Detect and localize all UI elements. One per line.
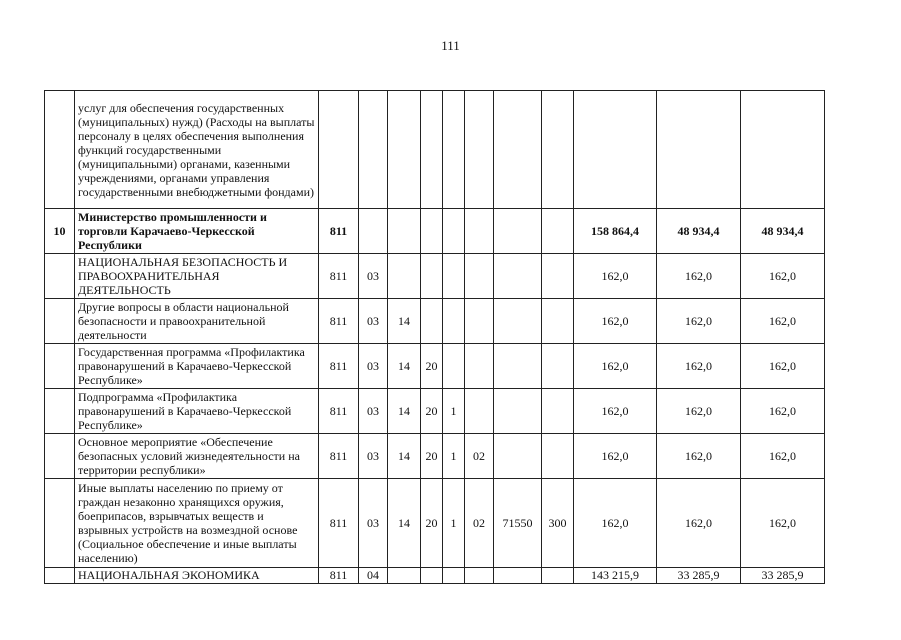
program-code-cell: 20	[421, 479, 443, 568]
section-code-cell: 03	[359, 479, 388, 568]
ministry-code-cell: 811	[319, 479, 359, 568]
amount-year1-cell: 162,0	[574, 299, 657, 344]
section-code-cell	[359, 91, 388, 209]
activity-code-cell	[465, 254, 494, 299]
subprogram-code-cell: 1	[443, 389, 465, 434]
activity-code-cell	[465, 344, 494, 389]
program-code-cell: 20	[421, 434, 443, 479]
expense-type-cell	[542, 91, 574, 209]
subsection-code-cell	[388, 254, 421, 299]
section-code-cell: 03	[359, 299, 388, 344]
expense-type-cell	[542, 389, 574, 434]
amount-year1-cell: 162,0	[574, 479, 657, 568]
activity-code-cell	[465, 389, 494, 434]
amount-year3-cell: 48 934,4	[741, 209, 825, 254]
row-number-cell	[45, 299, 75, 344]
row-number-cell	[45, 389, 75, 434]
row-name-cell: Государственная программа «Профилактика правонарушений в Карачаево-Черкесской Республике»	[75, 344, 319, 389]
subsection-code-cell	[388, 209, 421, 254]
row-name-cell: Иные выплаты населению по приему от граждан незаконно хранящихся оружия, боеприпасов, взрывчатых веществ и взрывных устройств на возмездной основе (Социальное обеспечение и иные выплаты населению)	[75, 479, 319, 568]
row-name-cell: Подпрограмма «Профилактика правонарушений в Карачаево-Черкесской Республике»	[75, 389, 319, 434]
row-number-cell	[45, 254, 75, 299]
table-row	[45, 389, 825, 434]
direction-code-cell	[494, 389, 542, 434]
row-number-cell	[45, 434, 75, 479]
amount-year3-cell: 162,0	[741, 434, 825, 479]
row-number-cell	[45, 91, 75, 209]
table-row	[45, 434, 825, 479]
direction-code-cell	[494, 568, 542, 584]
amount-year3-cell: 162,0	[741, 479, 825, 568]
activity-code-cell	[465, 209, 494, 254]
row-name-cell: НАЦИОНАЛЬНАЯ БЕЗОПАСНОСТЬ И ПРАВООХРАНИТЕЛЬНАЯ ДЕЯТЕЛЬНОСТЬ	[75, 254, 319, 299]
amount-year1-cell: 162,0	[574, 434, 657, 479]
row-number-cell: 10	[45, 209, 75, 254]
ministry-code-cell: 811	[319, 568, 359, 584]
activity-code-cell	[465, 568, 494, 584]
row-name-cell: Министерство промышленности и торговли Карачаево-Черкесской Республики	[75, 209, 319, 254]
amount-year1-cell: 162,0	[574, 344, 657, 389]
section-code-cell: 03	[359, 344, 388, 389]
program-code-cell: 20	[421, 389, 443, 434]
amount-year2-cell: 162,0	[657, 299, 741, 344]
subsection-code-cell: 14	[388, 434, 421, 479]
budget-table	[44, 90, 825, 584]
expense-type-cell	[542, 344, 574, 389]
section-code-cell: 03	[359, 434, 388, 479]
section-code-cell: 03	[359, 254, 388, 299]
amount-year3-cell: 33 285,9	[741, 568, 825, 584]
amount-year2-cell: 33 285,9	[657, 568, 741, 584]
subsection-code-cell: 14	[388, 389, 421, 434]
program-code-cell	[421, 299, 443, 344]
subsection-code-cell: 14	[388, 344, 421, 389]
expense-type-cell: 300	[542, 479, 574, 568]
ministry-code-cell: 811	[319, 299, 359, 344]
subprogram-code-cell: 1	[443, 479, 465, 568]
activity-code-cell	[465, 91, 494, 209]
row-name-cell: Основное мероприятие «Обеспечение безопасных условий жизнедеятельности на территории республики»	[75, 434, 319, 479]
program-code-cell	[421, 209, 443, 254]
amount-year1-cell: 143 215,9	[574, 568, 657, 584]
ministry-code-cell: 811	[319, 254, 359, 299]
expense-type-cell	[542, 209, 574, 254]
row-number-cell	[45, 479, 75, 568]
subsection-code-cell: 14	[388, 299, 421, 344]
program-code-cell	[421, 91, 443, 209]
amount-year3-cell: 162,0	[741, 299, 825, 344]
section-code-cell: 03	[359, 389, 388, 434]
subprogram-code-cell	[443, 254, 465, 299]
activity-code-cell: 02	[465, 434, 494, 479]
subprogram-code-cell	[443, 568, 465, 584]
page-number: 111	[441, 38, 460, 53]
expense-type-cell	[542, 568, 574, 584]
table-row	[45, 254, 825, 299]
direction-code-cell	[494, 344, 542, 389]
amount-year1-cell: 158 864,4	[574, 209, 657, 254]
table-row	[45, 479, 825, 568]
section-code-cell	[359, 209, 388, 254]
direction-code-cell	[494, 209, 542, 254]
direction-code-cell	[494, 91, 542, 209]
activity-code-cell	[465, 299, 494, 344]
amount-year2-cell: 162,0	[657, 479, 741, 568]
ministry-code-cell: 811	[319, 344, 359, 389]
amount-year2-cell: 162,0	[657, 254, 741, 299]
program-code-cell	[421, 254, 443, 299]
ministry-code-cell: 811	[319, 434, 359, 479]
direction-code-cell	[494, 254, 542, 299]
amount-year3-cell	[741, 91, 825, 209]
subsection-code-cell	[388, 568, 421, 584]
program-code-cell: 20	[421, 344, 443, 389]
ministry-code-cell: 811	[319, 389, 359, 434]
subprogram-code-cell	[443, 344, 465, 389]
subprogram-code-cell	[443, 299, 465, 344]
row-number-cell	[45, 344, 75, 389]
amount-year2-cell: 162,0	[657, 434, 741, 479]
subsection-code-cell: 14	[388, 479, 421, 568]
direction-code-cell	[494, 434, 542, 479]
table-row	[45, 568, 825, 584]
table-row	[45, 344, 825, 389]
subprogram-code-cell	[443, 209, 465, 254]
row-name-cell: НАЦИОНАЛЬНАЯ ЭКОНОМИКА	[75, 568, 319, 584]
expense-type-cell	[542, 299, 574, 344]
subsection-code-cell	[388, 91, 421, 209]
expense-type-cell	[542, 434, 574, 479]
amount-year2-cell	[657, 91, 741, 209]
row-name-cell: Другие вопросы в области национальной безопасности и правоохранительной деятельности	[75, 299, 319, 344]
ministry-code-cell: 811	[319, 209, 359, 254]
subprogram-code-cell	[443, 91, 465, 209]
direction-code-cell: 71550	[494, 479, 542, 568]
table-row	[45, 209, 825, 254]
amount-year1-cell: 162,0	[574, 254, 657, 299]
amount-year2-cell: 162,0	[657, 344, 741, 389]
direction-code-cell	[494, 299, 542, 344]
amount-year3-cell: 162,0	[741, 254, 825, 299]
ministry-code-cell	[319, 91, 359, 209]
amount-year3-cell: 162,0	[741, 344, 825, 389]
row-number-cell	[45, 568, 75, 584]
expense-type-cell	[542, 254, 574, 299]
table-row	[45, 299, 825, 344]
amount-year1-cell: 162,0	[574, 389, 657, 434]
amount-year1-cell	[574, 91, 657, 209]
section-code-cell: 04	[359, 568, 388, 584]
amount-year2-cell: 48 934,4	[657, 209, 741, 254]
activity-code-cell: 02	[465, 479, 494, 568]
subprogram-code-cell: 1	[443, 434, 465, 479]
amount-year3-cell: 162,0	[741, 389, 825, 434]
table-row	[45, 91, 825, 209]
program-code-cell	[421, 568, 443, 584]
amount-year2-cell: 162,0	[657, 389, 741, 434]
row-name-cell: услуг для обеспечения государственных (муниципальных) нужд) (Расходы на выплаты персоналу в целях обеспечения выполнения функций государственными (муниципальными) органами, казенными учреждениями, органами управления государственными внебюджетными фондами)	[75, 91, 319, 209]
